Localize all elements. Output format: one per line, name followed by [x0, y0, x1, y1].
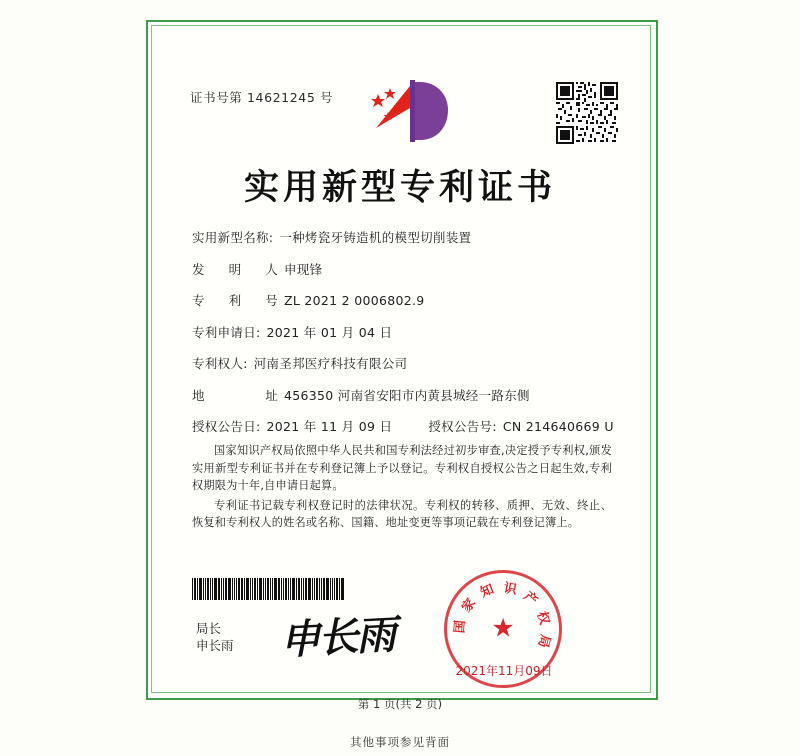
field-row-patent-number [192, 291, 622, 309]
seal-char: 国 [452, 619, 469, 634]
barcode [192, 578, 344, 600]
field-value: 2021 年 01 月 04 日 [266, 324, 393, 340]
field-label: 专利申请日: [192, 324, 261, 340]
seal-star-icon: ★ [491, 613, 515, 643]
seal-char: 知 [478, 582, 496, 601]
legal-body-text [192, 442, 612, 534]
signature-block [196, 620, 234, 654]
legal-paragraph-2: 专利证书记载专利权登记时的法律状况。专利权的转移、质押、无效、终止、恢复和专利权人的姓名或名称、国籍、地址变更等事项记载在专利登记簿上。 [192, 498, 612, 530]
field-label: 地址 [192, 387, 278, 403]
legal-paragraph-1: 国家知识产权局依照中华人民共和国专利法经过初步审查,决定授予专利权,颁发实用新型专利证书并在专利登记簿上予以登记。专利权自授权公告之日起生效,专利权期限为十年,自申请日起算。 [192, 444, 612, 493]
field-value: 一种烤瓷牙铸造机的模型切削装置 [279, 230, 472, 245]
handwritten-signature: 申长雨 [279, 611, 396, 664]
seal-char: 局 [534, 633, 553, 650]
field-list [192, 228, 622, 449]
field-label: 专利号 [192, 293, 278, 308]
announcement-number-value: CN 214640669 U [502, 419, 614, 434]
page-number: 第 1 页(共 2 页) [357, 697, 443, 711]
seal-char: 权 [533, 610, 552, 627]
field-value: 456350 河南省安阳市内黄县城经一路东侧 [284, 387, 530, 403]
field-label: 实用新型名称: [192, 230, 274, 245]
field-value: 河南圣邦医疗科技有限公司 [253, 356, 408, 371]
cnipa-logo-icon [368, 78, 452, 144]
seal-date: 2021年11月09日 [455, 664, 553, 678]
announcement-number-label: 授权公告号: [428, 419, 497, 434]
announcement-date-value: 2021 年 11 月 09 日 [266, 419, 393, 434]
signature-role-label: 局长 [196, 621, 222, 636]
field-value: 申现锋 [284, 261, 323, 277]
seal-char: 家 [458, 595, 479, 616]
seal-char: 识 [502, 580, 518, 598]
footer-note: 其他事项参见背面 [350, 735, 450, 749]
certificate-number: 证书号第 14621245 号 [190, 90, 334, 105]
qr-code [556, 82, 618, 144]
field-row-address [192, 386, 622, 404]
field-row-utility-model-name [192, 228, 622, 246]
page-title: 实用新型专利证书 [243, 168, 556, 208]
announcement-date-label: 授权公告日: [192, 419, 261, 434]
field-row-inventor [192, 260, 622, 278]
seal-char: 产 [520, 589, 541, 610]
field-row-announcement [192, 417, 622, 435]
signature-name-label: 申长雨 [196, 638, 234, 653]
field-label: 发明人 [192, 261, 278, 277]
field-label: 专利权人: [192, 356, 248, 371]
field-value: ZL 2021 2 0006802.9 [284, 293, 425, 308]
field-row-application-date [192, 323, 622, 341]
field-row-patentee [192, 354, 622, 372]
